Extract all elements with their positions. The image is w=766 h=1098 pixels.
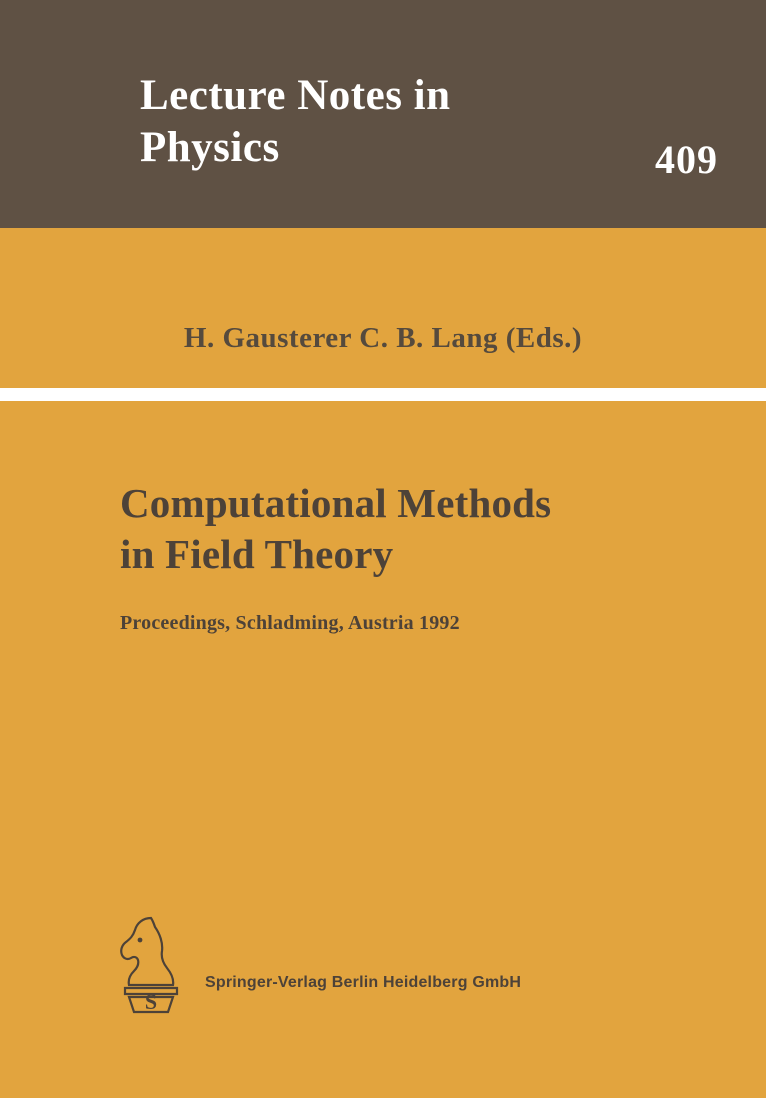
series-title: Lecture Notes in Physics <box>140 72 451 171</box>
book-title-line-2: in Field Theory <box>120 531 394 577</box>
publisher-area <box>0 912 766 1032</box>
book-subtitle: Proceedings, Schladming, Austria 1992 <box>120 612 460 634</box>
svg-text:S: S <box>144 989 158 1014</box>
series-band <box>0 0 766 228</box>
editors-line: H. Gausterer C. B. Lang (Eds.) <box>183 322 583 354</box>
book-title-line-1: Computational Methods <box>120 480 552 526</box>
title-block <box>120 478 700 635</box>
springer-knight-logo-icon <box>110 912 192 1017</box>
series-number: 409 <box>655 137 718 182</box>
publisher-name: Springer-Verlag Berlin Heidelberg GmbH <box>205 974 522 991</box>
divider-rule <box>0 388 766 401</box>
